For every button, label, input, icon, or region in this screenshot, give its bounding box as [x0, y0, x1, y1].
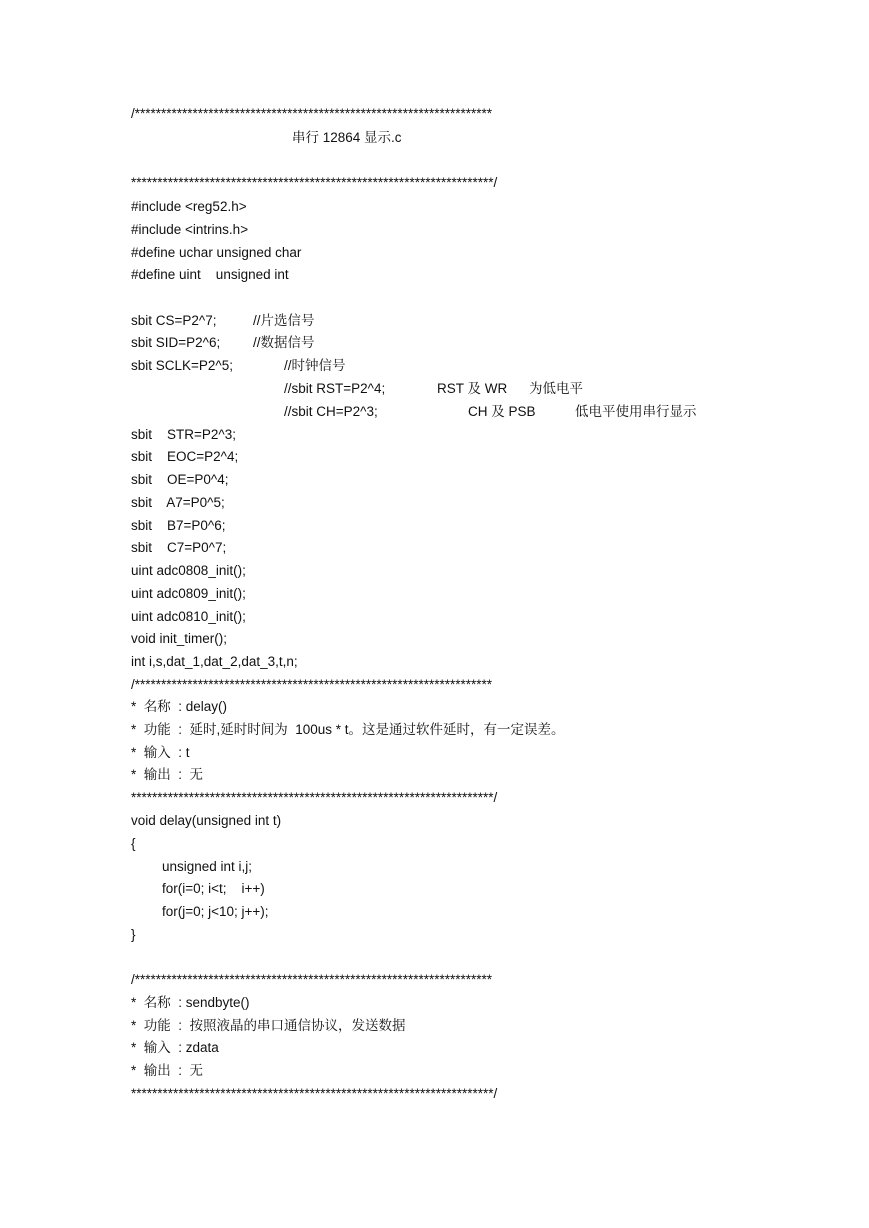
- delay-name: * 名称 : delay(): [131, 699, 228, 714]
- sendbyte-output: * 输出 : 无: [131, 1063, 204, 1078]
- delay-signature: void delay(unsigned int t): [131, 813, 282, 828]
- delay-function: * 功能 : 延时,延时时间为 100us * t。这是通过软件延时，有一定误差。: [131, 722, 565, 737]
- commented-sbit-code: //sbit RST=P2^4;: [284, 381, 386, 396]
- delay-rule-top: /********************************************************************: [131, 677, 492, 692]
- commented-sbit-code: //sbit CH=P2^3;: [284, 404, 378, 419]
- header-rule-top: /********************************************************************: [131, 106, 492, 121]
- commented-sbit-note: 低电平使用串行显示: [575, 404, 697, 419]
- sbit-comment: //数据信号: [253, 335, 315, 350]
- commented-sbit-note: 为低电平: [529, 381, 583, 396]
- define-line: #define uchar unsigned char: [131, 245, 302, 260]
- include-line: #include <intrins.h>: [131, 222, 249, 237]
- sendbyte-input: * 输入 : zdata: [131, 1040, 219, 1055]
- sendbyte-rule-bottom: *********************************************************************/: [131, 1086, 498, 1101]
- sendbyte-rule-top: /********************************************************************: [131, 972, 492, 987]
- code-line: for(j=0; j<10; j++);: [162, 904, 269, 919]
- delay-rule-bottom: *********************************************************************/: [131, 790, 498, 805]
- sbit-code: sbit SCLK=P2^5;: [131, 358, 234, 373]
- sendbyte-function: * 功能 : 按照液晶的串口通信协议，发送数据: [131, 1018, 406, 1033]
- code-line: for(i=0; i<t; i++): [162, 881, 265, 896]
- header-rule-bottom: *********************************************************************/: [131, 175, 498, 190]
- define-line: #define uint unsigned int: [131, 267, 289, 282]
- sbit-comment: //时钟信号: [284, 358, 346, 373]
- sbit-line: sbit EOC=P2^4;: [131, 449, 239, 464]
- brace-close: }: [131, 927, 136, 942]
- prototype-line: uint adc0809_init();: [131, 586, 246, 601]
- sbit-line: sbit B7=P0^6;: [131, 518, 226, 533]
- prototype-line: uint adc0810_init();: [131, 609, 246, 624]
- sbit-line: sbit A7=P0^5;: [131, 495, 225, 510]
- brace-open: {: [131, 836, 136, 851]
- sbit-code: sbit CS=P2^7;: [131, 313, 217, 328]
- sbit-code: sbit SID=P2^6;: [131, 335, 221, 350]
- commented-sbit-note: RST 及 WR: [437, 381, 508, 396]
- commented-sbit-note: CH 及 PSB: [468, 404, 536, 419]
- delay-input: * 输入 : t: [131, 745, 190, 760]
- variable-declaration: int i,s,dat_1,dat_2,dat_3,t,n;: [131, 654, 298, 669]
- prototype-line: void init_timer();: [131, 631, 228, 646]
- sbit-line: sbit OE=P0^4;: [131, 472, 229, 487]
- prototype-line: uint adc0808_init();: [131, 563, 246, 578]
- file-title: 串行 12864 显示.c: [292, 130, 402, 145]
- sbit-line: sbit STR=P2^3;: [131, 427, 237, 442]
- sbit-line: sbit C7=P0^7;: [131, 540, 227, 555]
- include-line: #include <reg52.h>: [131, 199, 247, 214]
- delay-output: * 输出 : 无: [131, 767, 204, 782]
- sbit-comment: //片选信号: [253, 313, 315, 328]
- sendbyte-name: * 名称 : sendbyte(): [131, 995, 250, 1010]
- code-line: unsigned int i,j;: [162, 859, 253, 874]
